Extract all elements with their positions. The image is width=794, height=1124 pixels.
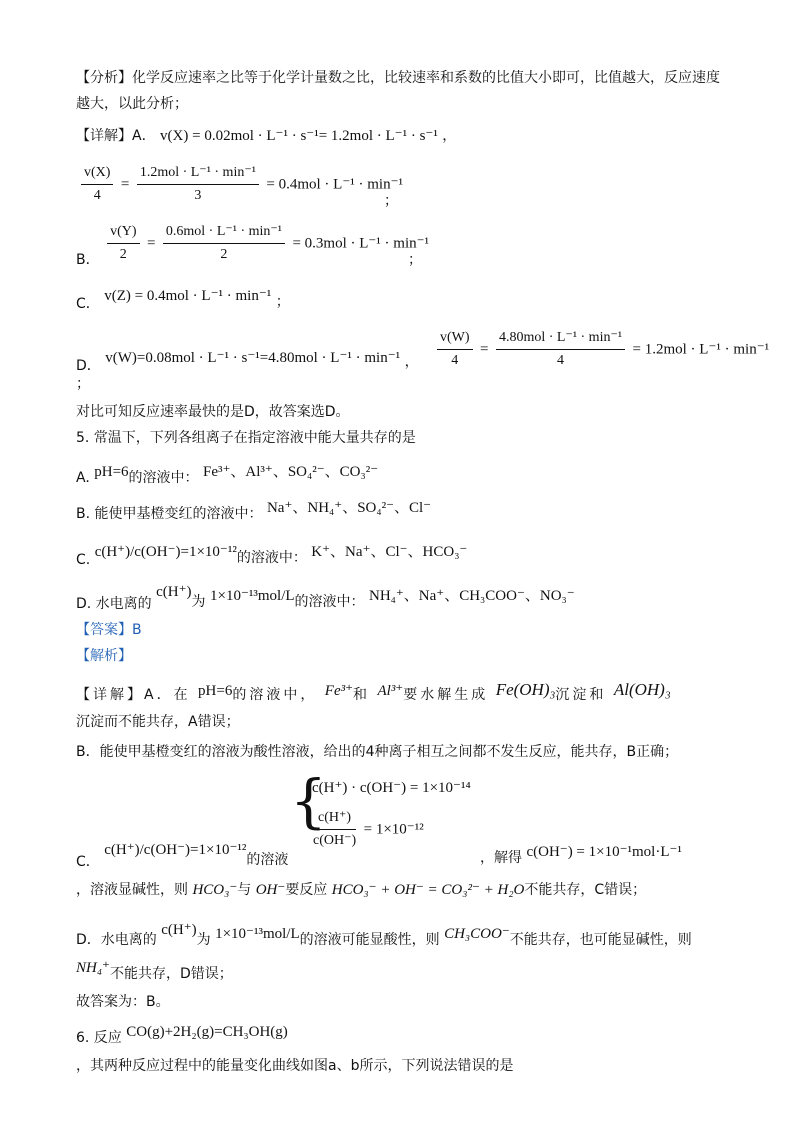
q5-option-a: A. pH=6的溶液中： Fe³⁺、Al³⁺、SO₄²⁻、CO₃²⁻ (76, 464, 379, 486)
detail-a-label: 【详解】A． (76, 128, 156, 144)
solution-result: ，解得 c(OH⁻) = 1×10⁻¹mol·L⁻¹ (480, 844, 682, 866)
explanation-heading: 【解析】 (76, 648, 132, 664)
fraction: $\frac{v(W)}{4}$ (437, 328, 473, 371)
question-6-title: 6. 反应 CO(g)+2H₂(g)=CH₃OH(g) (76, 1024, 288, 1046)
detail-c-explanation: C． c(H⁺)/c(OH⁻)=1×10⁻¹²的溶液 (76, 842, 289, 870)
punct: ； (408, 252, 422, 268)
fraction: $\frac{v(X)}{4}$ (81, 163, 113, 206)
ionic-product-equation: c(H⁺) · c(OH⁻) = 1×10⁻¹⁴ (312, 780, 471, 796)
option-d-label: D． (76, 357, 101, 374)
rate-x-expression: v(X) = 0.02mol · L⁻¹ · s⁻¹= 1.2mol · L⁻¹ · s⁻¹ (160, 128, 438, 144)
detail-d-conclusion: NH₄⁺不能共存，D错误； (76, 960, 233, 982)
question-5-title: 5. 常温下，下列各组离子在指定溶液中能大量共存的是 (76, 430, 416, 446)
q5-option-c: C. c(H⁺)/c(OH⁻)=1×10⁻¹²的溶液中： K⁺、Na⁺、Cl⁻、HCO₃⁻ (76, 544, 468, 568)
fraction: $\frac{\text{4.80mol · L⁻¹ · min⁻¹}}{4}$ (496, 328, 625, 371)
detail-b-explanation: B．能使甲基橙变红的溶液为酸性溶液，给出的4种离子相互之间都不发生反应，能共存，B正确； (76, 744, 679, 760)
conclusion-line: 对比可知反应速率最快的是D，故答案选D。 (76, 404, 350, 420)
option-b-label: B． (76, 251, 100, 268)
option-c-label: C． (76, 296, 100, 312)
fraction: $\frac{c(H^+)}{c(OH^-)}$ (313, 810, 357, 848)
fraction: $\frac{v(Y)}{2}$ (107, 222, 139, 265)
q5-option-d: D. 水电离的 c(H⁺)为 1×10⁻¹³mol/L的溶液中： NH₄⁺、Na⁺、CH₃COO⁻、NO₃⁻ (76, 584, 575, 612)
final-answer: 故答案为：B。 (76, 994, 170, 1010)
question-6-text: ，其两种反应过程中的能量变化曲线如图a、b所示，下列说法错误的是 (76, 1058, 514, 1074)
option-b-line: B． $\frac{v(Y)}{2}$ = $\frac{\text{0.6mol · L⁻¹ · min⁻¹}}{2}$ = 0.3mol · L⁻¹ · min⁻¹ (76, 224, 430, 268)
q5-option-b: B. 能使甲基橙变红的溶液中： Na⁺、NH₄⁺、SO₄²⁻、Cl⁻ (76, 500, 432, 522)
fraction: $\frac{\text{1.2mol · L⁻¹ · min⁻¹}}{3}$ (137, 163, 259, 206)
detail-a-explanation: 【详解】A．在 pH=6的溶液中， Fe³⁺和 Al³⁺要水解生成 Fe(OH)₃沉淀和 Al(OH)₃ (76, 680, 671, 703)
analysis-line-1: 【分析】化学反应速率之比等于化学计量数之比，比较速率和系数的比值大小即可，比值越大，反应速度 (76, 70, 720, 86)
detail-a-line (76, 126, 456, 146)
brace-symbol: { (290, 767, 327, 835)
answer-heading: 【答案】B (76, 622, 142, 638)
rate-x-ratio: $\frac{v(X)}{4}$ = $\frac{\text{1.2mol · L⁻¹ · min⁻¹}}{3}$ = 0.4mol · L⁻¹ · min⁻¹ (78, 163, 403, 206)
fraction: $\frac{\text{0.6mol · L⁻¹ · min⁻¹}}{2}$ (163, 222, 285, 265)
punct: ； (76, 376, 90, 392)
ratio-equation: $\frac{c(H^+)}{c(OH^-)}$ = 1×10⁻¹² (310, 808, 424, 851)
analysis-line-2: 越大，以此分析； (76, 96, 188, 112)
option-c-line: C． v(Z) = 0.4mol · L⁻¹ · min⁻¹ ； (76, 288, 290, 312)
rate-z-expression: v(Z) = 0.4mol · L⁻¹ · min⁻¹ (104, 288, 272, 304)
detail-d-explanation: D．水电离的 c(H⁺)为 1×10⁻¹³mol/L的溶液可能显酸性，则 CH₃COO⁻不能共存，也可能显碱性，则 (76, 922, 692, 948)
punct: ； (384, 193, 398, 209)
detail-c-reaction: ，溶液显碱性，则 HCO₃⁻与 OH⁻要反应 HCO₃⁻ + OH⁻ = CO₃²⁻ + H₂O不能共存，C错误； (76, 882, 647, 898)
rate-w-expression: v(W)=0.08mol · L⁻¹ · s⁻¹=4.80mol · L⁻¹ · min⁻¹ (105, 349, 401, 366)
detail-a-conclusion: 沉淀而不能共存，A错误； (76, 714, 240, 730)
option-d-line: D． v(W)=0.08mol · L⁻¹ · s⁻¹=4.80mol · L⁻¹ · min⁻¹ ， $\frac{v(W)}{4}$ = $\frac{\text{4.80mol · L⁻¹ · min⁻¹}}{4}$ = 1.2mol · L⁻¹ · min⁻¹ (76, 330, 770, 374)
punct: ， (442, 128, 457, 144)
